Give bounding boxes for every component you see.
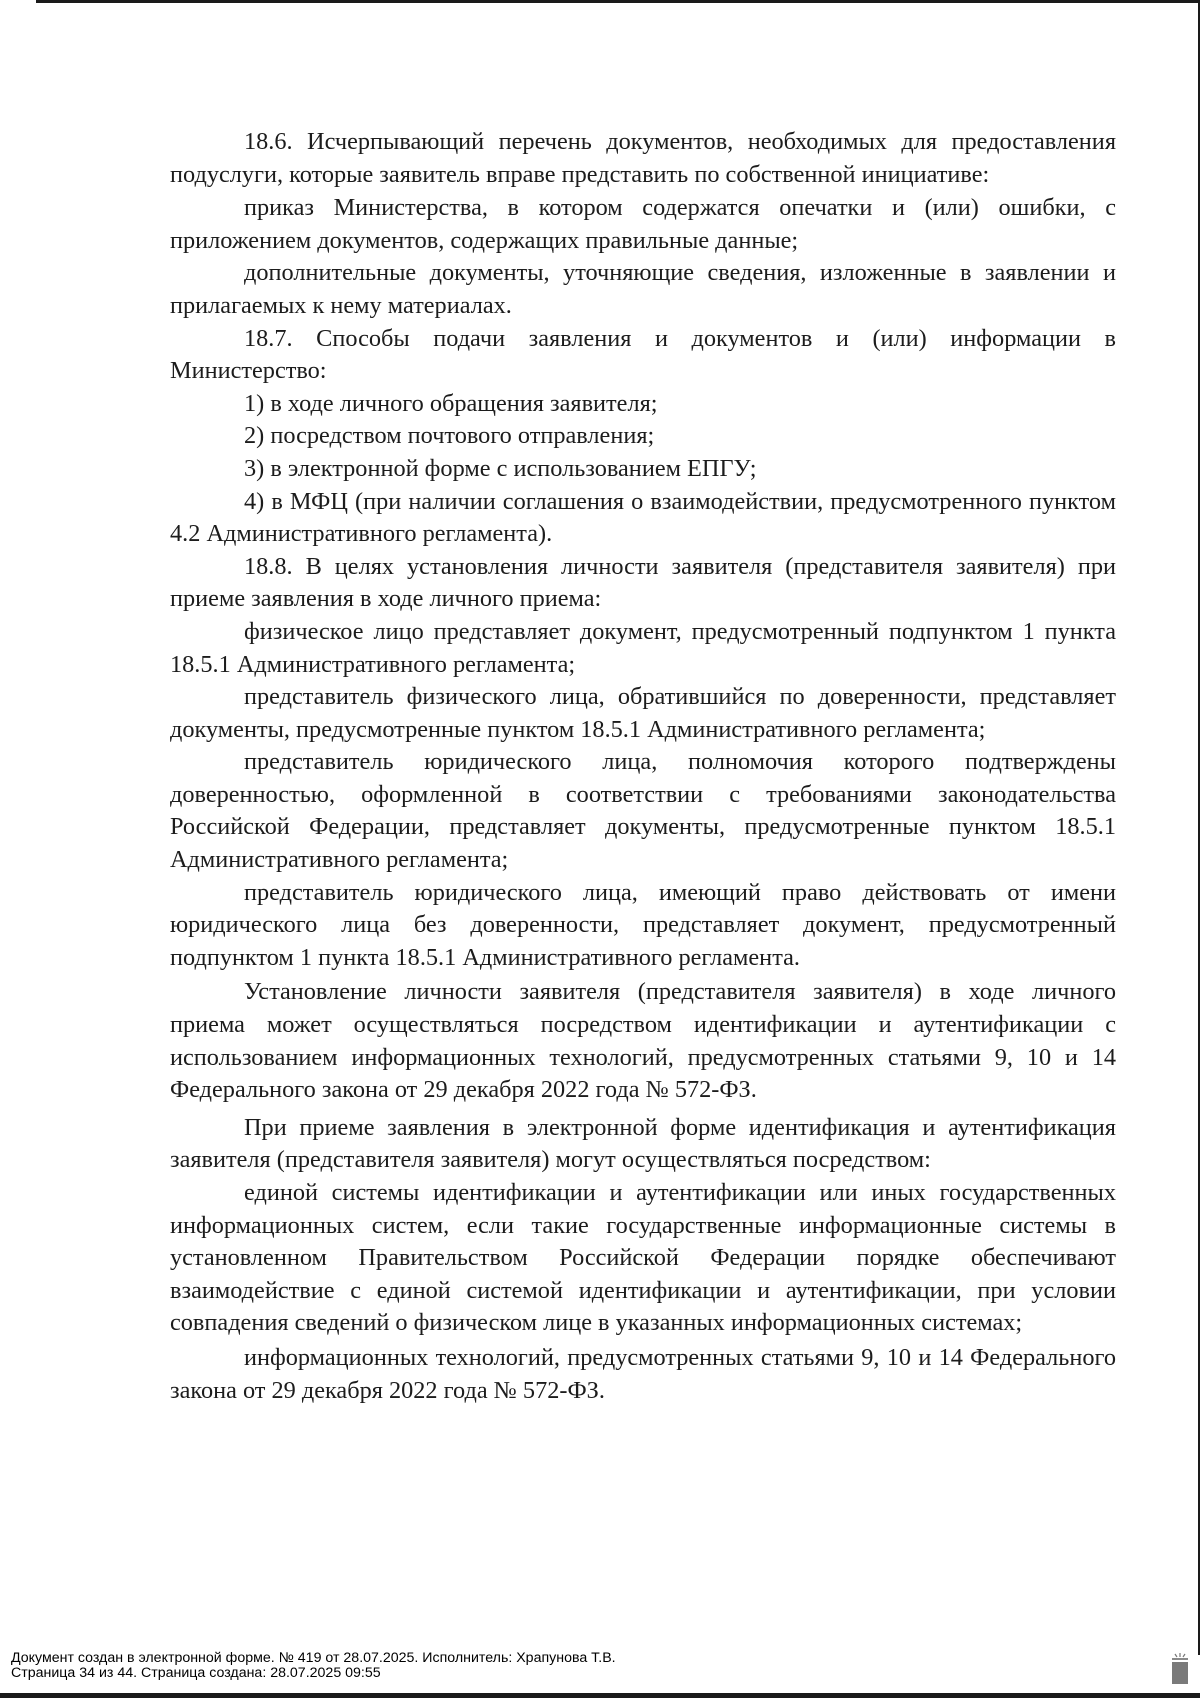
paragraph-18-8: 18.8. В целях установления личности заявителя (представителя заявителя) при приеме заявления в ходе личного приема: [170, 552, 1116, 613]
list-item-3: 3) в электронной форме с использованием ЕПГУ; [244, 454, 757, 482]
paragraph-electronic-identification: При приеме заявления в электронной форме идентификация и аутентификация заявителя (представителя заявителя) могут осуществляться посредством: [170, 1113, 1116, 1174]
scan-edge-bottom [0, 1693, 1200, 1698]
paragraph-information-technologies: информационных технологий, предусмотренных статьями 9, 10 и 14 Федерального закона от 29 декабря 2022 года № 572-ФЗ. [170, 1343, 1116, 1404]
paragraph-18-7: 18.7. Способы подачи заявления и документов и (или) информации в Министерство: [170, 324, 1116, 385]
paragraph-order-correction: приказ Министерства, в котором содержатся опечатки и (или) ошибки, с приложением документов, содержащих правильные данные; [170, 194, 1116, 254]
paragraph-identity-establishment: Установление личности заявителя (представителя заявителя) в ходе личного приема может осуществляться посредством идентификации и аутентификации с использованием информационных технологий, предусмотренных статьями 9, 10 и 14 Федерального закона от 29 декабря 2022 года № 572-ФЗ. [170, 978, 1116, 1104]
paragraph-legal-entity-representative: представитель юридического лица, полномочия которого подтверждены доверенностью, оформленной в соответствии с требованиями законодательства Российской Федерации, представляет документы, предусмотренные пунктом 18.5.1 Административного регламента; [170, 748, 1116, 874]
footer-line-2: Страница 34 из 44. Страница создана: 28.07.2025 09:55 [11, 1665, 381, 1681]
list-item-4: 4) в МФЦ (при наличии соглашения о взаимодействии, предусмотренного пунктом 4.2 Административного регламента). [170, 487, 1116, 548]
paragraph-unified-system: единой системы идентификации и аутентификации или иных государственных информационных систем, если такие государственные информационные системы в установленном Правительством Российской Федерации порядке обеспечивают взаимодействие с единой системой идентификации и аутентификации, при условии совпадения сведений о физическом лице в указанных информационных системах; [170, 1179, 1116, 1337]
scan-edge-top [36, 0, 1200, 3]
list-item-2: 2) посредством почтового отправления; [244, 422, 655, 450]
trash-icon[interactable] [1169, 1652, 1191, 1686]
document-footer [11, 1651, 616, 1681]
paragraph-18-6: 18.6. Исчерпывающий перечень документов, необходимых для предоставления подуслуги, которые заявитель вправе представить по собственной инициативе: [170, 128, 1116, 188]
list-item-1: 1) в ходе личного обращения заявителя; [244, 389, 658, 417]
paragraph-individual: физическое лицо представляет документ, предусмотренный подпунктом 1 пункта 18.5.1 Административного регламента; [170, 617, 1116, 678]
document-body [170, 126, 1116, 1407]
footer-line-1: Документ создан в электронной форме. № 419 от 28.07.2025. Исполнитель: Храпунова Т.В. [11, 1650, 616, 1666]
paragraph-additional-documents: дополнительные документы, уточняющие сведения, изложенные в заявлении и прилагаемых к нему материалах. [170, 259, 1116, 319]
paragraph-legal-entity-without-proxy: представитель юридического лица, имеющий право действовать от имени юридического лица без доверенности, представляет документ, предусмотренный подпунктом 1 пункта 18.5.1 Административного регламента. [170, 878, 1116, 971]
paragraph-individual-representative: представитель физического лица, обратившийся по доверенности, представляет документы, предусмотренные пунктом 18.5.1 Административного регламента; [170, 683, 1116, 743]
